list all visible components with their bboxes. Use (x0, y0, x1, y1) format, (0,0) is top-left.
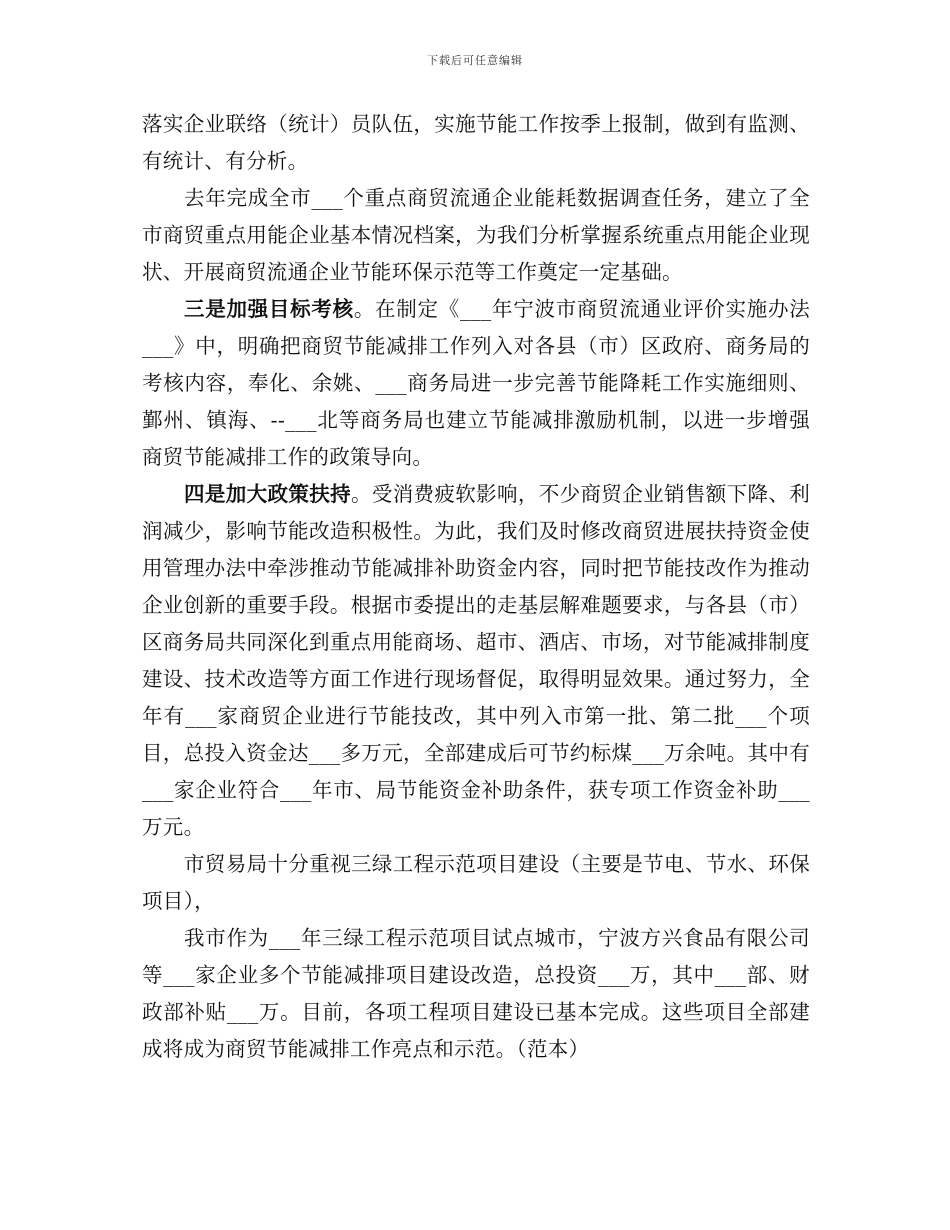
paragraph-5-text: 市贸易局十分重视三绿工程示范项目建设（主要是节电、节水、环保项目）， (142, 852, 810, 913)
paragraph-2 (142, 180, 810, 291)
paragraph-3-lead: 三是加强目标考核 (184, 297, 354, 321)
paragraph-5 (142, 846, 810, 920)
paragraph-3 (142, 291, 810, 476)
paragraph-6-text: 我市作为___年三绿工程示范项目试点城市，宁波方兴食品有限公司等___家企业多个节能减排项目建设改造，总投资___万，其中___部、财政部补贴___万。目前，各项工程项目建设已基本完成。这些项目全部建成将成为商贸节能减排工作亮点和示范。（范本） (142, 926, 810, 1061)
paragraph-3-text: 。在制定《___年宁波市商贸流通业评价实施办法___》中，明确把商贸节能减排工作列入对各县（市）区政府、商务局的考核内容，奉化、余姚、___商务局进一步完善节能降耗工作实施细则、鄞州、镇海、--___北等商务局也建立节能减排激励机制，以进一步增强商贸节能减排工作的政策导向。 (142, 297, 810, 469)
document-body (142, 106, 810, 1068)
paragraph-4-lead: 四是加大政策扶持 (184, 482, 351, 506)
paragraph-4 (142, 476, 810, 846)
page-header: 下载后可任意编辑 (427, 54, 523, 67)
paragraph-1-text: 落实企业联络（统计）员队伍，实施节能工作按季上报制，做到有监测、有统计、有分析。 (142, 112, 810, 173)
paragraph-4-text: 。受消费疲软影响，不少商贸企业销售额下降、利润减少，影响节能改造积极性。为此，我们及时修改商贸进展扶持资金使用管理办法中牵涉推动节能减排补助资金内容，同时把节能技改作为推动企业创新的重要手段。根据市委提出的走基层解难题要求，与各县（市）区商务局共同深化到重点用能商场、超市、酒店、市场，对节能减排制度建设、技术改造等方面工作进行现场督促，取得明显效果。通过努力，全年有___家商贸企业进行节能技改，其中列入市第一批、第二批___个项目，总投入资金达___多万元，全部建成后可节约标煤___万余吨。其中有___家企业符合___年市、局节能资金补助条件，获专项工作资金补助___万元。 (142, 482, 810, 839)
paragraph-1 (142, 106, 810, 180)
paragraph-6 (142, 920, 810, 1068)
paragraph-2-text: 去年完成全市___个重点商贸流通企业能耗数据调查任务，建立了全市商贸重点用能企业基本情况档案，为我们分析掌握系统重点用能企业现状、开展商贸流通企业节能环保示范等工作奠定一定基础。 (142, 186, 810, 284)
